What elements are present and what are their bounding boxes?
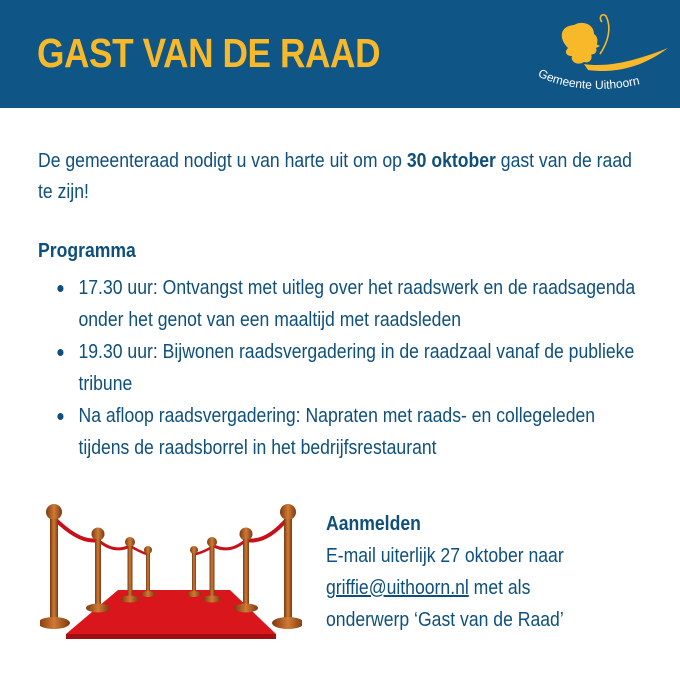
- list-item: 17.30 uur: Ontvangst met uitleg over het raadswerk en de raadsagenda onder het genot van een maaltijd met raadsleden: [38, 272, 645, 336]
- aanmelden-heading: Aanmelden: [326, 513, 421, 535]
- aanmelden-line2-rest: met als: [468, 577, 531, 599]
- aanmelden-section: [326, 508, 643, 636]
- aanmelden-line1: E-mail uiterlijk 27 oktober naar: [326, 545, 564, 567]
- logo-text: Gemeente Uithoorn: [536, 65, 641, 93]
- red-carpet-illustration: [40, 502, 302, 648]
- gemeente-uithoorn-logo: [528, 8, 674, 104]
- programma-heading: Programma: [38, 240, 136, 262]
- page-title: GAST VAN DE RAAD: [37, 30, 381, 76]
- aanmelden-line3: onderwerp ‘Gast van de Raad’: [326, 609, 564, 631]
- intro-before: De gemeenteraad nodigt u van harte uit om op: [38, 150, 407, 172]
- header-banner: [0, 0, 680, 108]
- intro-after: gast van de raad te zijn!: [38, 150, 632, 203]
- intro-text: [38, 146, 645, 208]
- email-link[interactable]: griffie@uithoorn.nl: [326, 577, 469, 599]
- list-item: 19.30 uur: Bijwonen raadsvergadering in de raadzaal vanaf de publieke tribune: [38, 336, 645, 400]
- event-date: 30 oktober: [406, 150, 496, 172]
- list-item: Na afloop raadsvergadering: Napraten met raads- en collegeleden tijdens de raadsborrel in het bedrijfsrestaurant: [38, 400, 645, 464]
- programma-list: [38, 272, 645, 464]
- aanmelden-line2: [326, 572, 643, 604]
